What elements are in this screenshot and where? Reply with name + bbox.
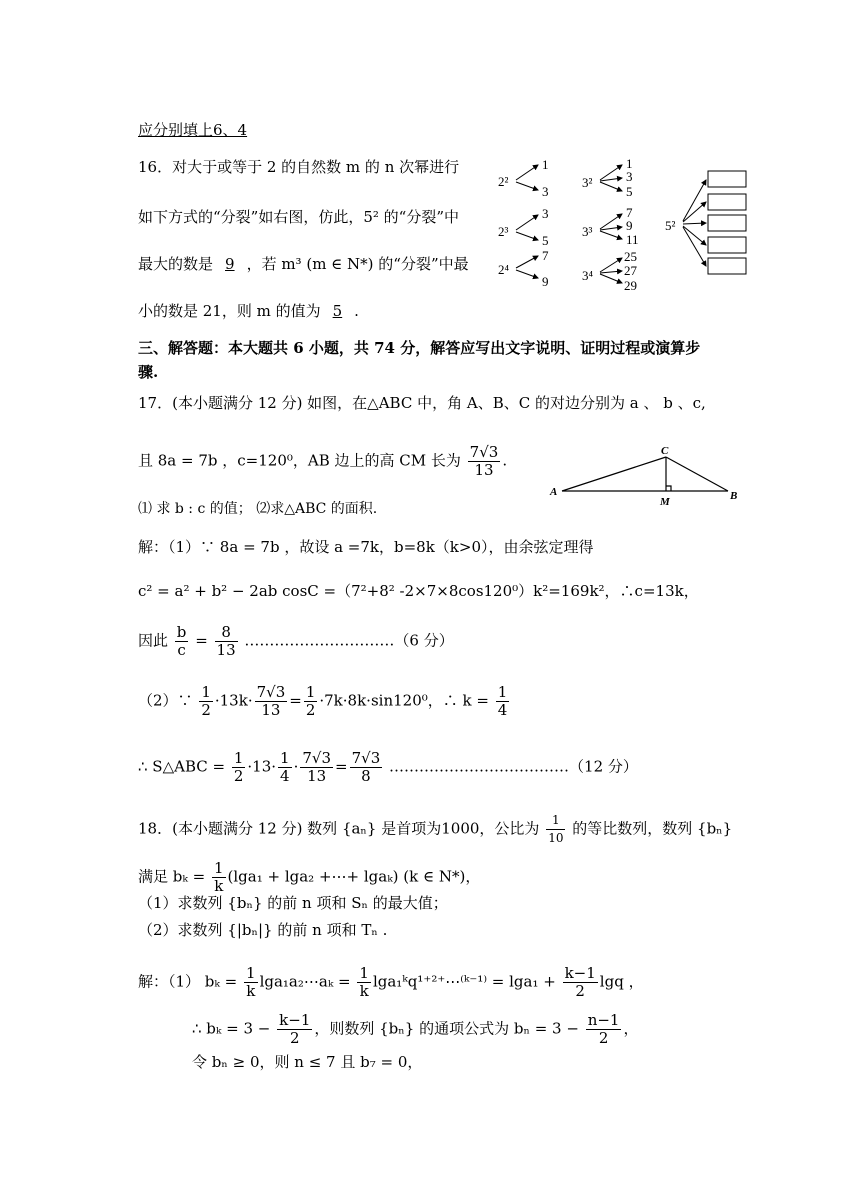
q17-line1: 17．(本小题满分 12 分) 如图，在△ABC 中，角 A、B、C 的对边分别为 a 、 b 、c, [138, 394, 706, 412]
q17-text: . [502, 451, 508, 470]
q18-sol2 [192, 1012, 639, 1047]
blank-box [708, 194, 746, 210]
q17-text: = [289, 691, 302, 710]
q18-sol1 [138, 965, 644, 1000]
split-value: 25 [624, 249, 637, 264]
q17-text: （2）∵ [138, 691, 193, 710]
q17-text: ………………………………（12 分） [389, 757, 638, 776]
split-value: 7 [626, 205, 633, 220]
q16-line4 [138, 301, 359, 321]
triangle-abc-figure [548, 443, 743, 508]
split-value: 27 [624, 263, 637, 278]
q17-text: …………………………（6 分） [244, 631, 454, 650]
q16-text: ，若 m³ (m ∈ N*) 的“分裂”中最 [246, 255, 469, 273]
power-5-2: 5² [665, 218, 676, 233]
fraction: $\frac{1}{2}$ [201, 683, 211, 719]
fraction: $\frac{7√3}{8}$ [351, 749, 381, 785]
power-3-2: 3² [582, 175, 593, 190]
q16-answer-1: 9 [225, 255, 235, 273]
fraction: $\frac{7√3}{13}$ [256, 683, 286, 719]
q17-text: ·13k· [214, 691, 253, 710]
q18-line4: （2）求数列 {|bₙ|} 的前 n 项和 Tₙ . [138, 921, 388, 939]
blank-box [708, 215, 746, 231]
fraction: $\frac{1}{4}$ [497, 683, 508, 719]
split-value: 3 [542, 206, 549, 221]
power-2-4: 2⁴ [498, 262, 510, 277]
q17-sol3 [138, 624, 454, 659]
q17-text: = [195, 631, 208, 650]
fraction: $\frac{1}{4}$ [280, 749, 290, 785]
fraction: $\frac{8}{13}$ [216, 623, 236, 659]
q17-sol2: c² = a² + b² − 2ab cosC =（7²+8² -2×7×8cos120⁰）k²=169k²，∴c=13k， [138, 582, 699, 600]
blank-box [708, 171, 746, 187]
q17-text: = [335, 757, 348, 776]
q18-line2 [138, 860, 480, 895]
split-value: 7 [542, 248, 549, 263]
q18-line1 [138, 812, 732, 847]
q16-text: 最大的数是 [138, 255, 214, 273]
q18-text: ∴ bₖ = 3 − [192, 1019, 271, 1038]
vertex-a: A [550, 486, 558, 498]
split-value: 11 [626, 232, 639, 247]
q18-text: ， [623, 1019, 639, 1038]
power-3-3: 3³ [582, 224, 593, 239]
foot-m: M [660, 496, 670, 508]
fraction: $\frac{7√3}{13}$ [302, 749, 332, 785]
q17-text: ∴ S△ABC = [138, 757, 226, 776]
split-value: 5 [542, 233, 549, 248]
q16-line2: 如下方式的“分裂”如右图，仿此，5² 的“分裂”中 [138, 208, 460, 226]
q17-sol5 [138, 750, 638, 785]
prev-answer-line [138, 120, 247, 140]
q16-text: . [354, 302, 359, 320]
split-value: 29 [624, 278, 637, 293]
power-3-4: 3⁴ [582, 268, 594, 283]
prev-answer: 应分别填上6、4 [138, 121, 248, 139]
blank-box [708, 237, 746, 253]
split-value: 1 [626, 156, 633, 171]
fraction: $\frac{7√3}{13}$ [469, 443, 499, 479]
split-value: 3 [626, 169, 633, 184]
q17-sol4 [138, 684, 511, 719]
q17-text: ·7k·8k·sin120⁰，∴ k = [319, 691, 489, 710]
q18-text: lga₁a₂⋯aₖ = [259, 972, 351, 991]
q18-text: lga₁ᵏq¹⁺²⁺⋯⁽ᵏ⁻¹⁾ = lga₁ + [372, 972, 556, 991]
split-value: 5 [626, 184, 633, 199]
q18-text: 解：（1） bₖ = [138, 972, 238, 991]
power-2-3: 2³ [498, 224, 509, 239]
fraction: $\frac{b}{c}$ [176, 623, 187, 659]
q16-text: 小的数是 21，则 m 的值为 [138, 302, 321, 320]
q18-sol3: 令 bₙ ≥ 0，则 n ≤ 7 且 b₇ = 0， [192, 1053, 423, 1071]
q16-answer-2: 5 [332, 302, 343, 320]
fraction: $\frac{1}{10}$ [548, 813, 564, 845]
section-heading: 三、解答题：本大题共 6 小题，共 74 分，解答应写出文字说明、证明过程或演算步 [138, 339, 701, 357]
q17-sol1: 解：（1）∵ 8a = 7b ，故设 a =7k，b=8k（k>0），由余弦定理得 [138, 538, 594, 556]
power-2-2: 2² [498, 174, 509, 189]
split-value: 1 [542, 157, 549, 172]
q17-text: 且 8a = 7b ，c=120⁰，AB 边上的高 CM 长为 [138, 451, 461, 470]
fraction: $\frac{1}{2}$ [305, 683, 316, 719]
vertex-b: B [730, 490, 738, 502]
q18-line3: （1）求数列 {bₙ} 的前 n 项和 Sₙ 的最大值； [138, 894, 448, 912]
split-value: 9 [542, 274, 549, 289]
fraction: $\frac{1}{k}$ [359, 964, 369, 1000]
fraction: $\frac{k-1}{2}$ [564, 964, 596, 1000]
q16-line1: 16．对大于或等于 2 的自然数 m 的 n 次幂进行 [138, 158, 460, 176]
blank-box [708, 258, 746, 274]
fraction: $\frac{1}{2}$ [233, 749, 244, 785]
fraction: $\frac{k-1}{2}$ [279, 1011, 311, 1047]
fraction: $\frac{1}{k}$ [246, 964, 256, 1000]
q18-text: 满足 bₖ = [138, 867, 206, 886]
q16-split-figure [490, 150, 760, 300]
section-heading-cont: 骤. [138, 363, 159, 381]
q17-line3: ⑴ 求 b : c 的值； ⑵求△ABC 的面积. [138, 501, 378, 517]
q17-text: · [293, 757, 299, 776]
q16-line3 [138, 254, 469, 274]
fraction: $\frac{1}{k}$ [213, 859, 224, 895]
q17-text: ·13· [247, 757, 277, 776]
q18-text: (lga₁ + lga₂ +⋯+ lgaₖ) (k ∈ N*)， [227, 867, 481, 886]
split-value: 9 [626, 218, 633, 233]
fraction: $\frac{n-1}{2}$ [587, 1011, 620, 1047]
q18-text: ，则数列 {bₙ} 的通项公式为 bₙ = 3 − [314, 1019, 579, 1038]
q17-line2 [138, 444, 507, 479]
split-value: 3 [542, 184, 549, 199]
vertex-c: C [661, 445, 669, 457]
q17-text: 因此 [138, 631, 169, 650]
q18-text: lgq ， [599, 972, 644, 991]
q18-text: 18．(本小题满分 12 分) 数列 {aₙ} 是首项为1000，公比为 [138, 819, 540, 838]
q18-text: 的等比数列，数列 {bₙ} [572, 819, 733, 838]
